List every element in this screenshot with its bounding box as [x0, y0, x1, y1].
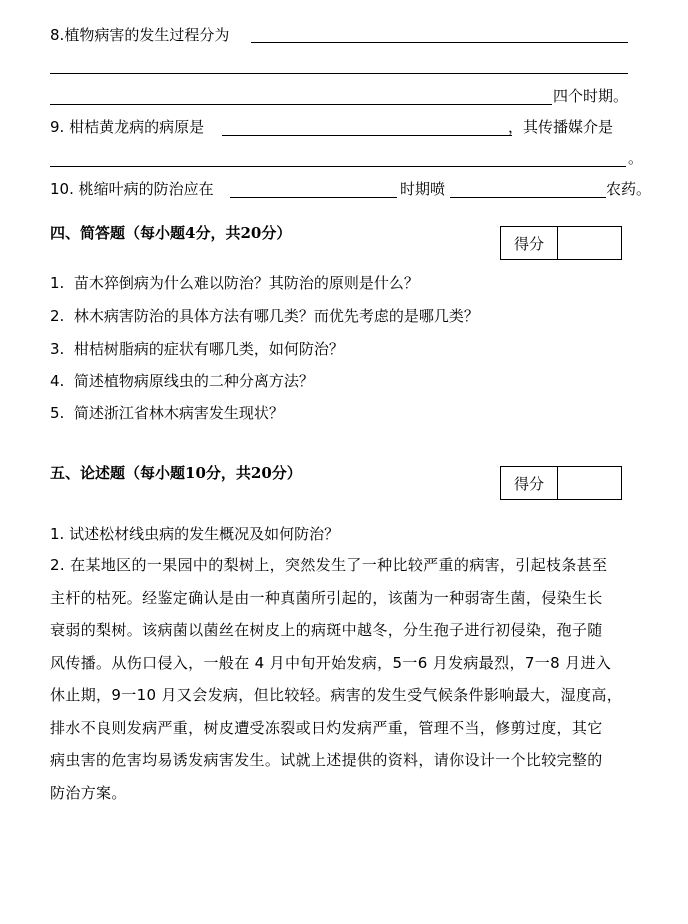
- q10-blank-2[interactable]: [450, 197, 606, 198]
- q9-blank-2[interactable]: [50, 166, 626, 167]
- q2-line-7: [50, 744, 654, 777]
- question-8-tail: 四个时期。: [553, 87, 629, 105]
- q2-line-2-text: 主杆的枯死。经鉴定确认是由一种真菌所引起的，该菌为一种弱寄生菌，侵染生长: [50, 588, 603, 607]
- question-text: 简述浙江省林木病害发生现状？: [73, 404, 284, 422]
- section-5-points: 10: [185, 464, 206, 482]
- section-4-title-mid: 分，共: [195, 224, 241, 242]
- section-4-question-3: [50, 339, 344, 359]
- section-4-total: 20: [240, 224, 262, 242]
- section-5-title: [50, 462, 302, 483]
- section-5-score-label: 得分: [501, 467, 558, 499]
- q2-line-1-text: 2. 在某地区的一果园中的梨树上，突然发生了一种比较严重的病害，引起枝条甚至: [50, 556, 608, 574]
- question-10: [50, 179, 214, 199]
- question-9-tail: 。: [628, 149, 644, 167]
- question-8-text: .植物病害的发生过程分为: [59, 26, 230, 44]
- q2-line-6: [50, 712, 654, 745]
- section-5-title-end: 分）: [271, 464, 302, 482]
- q2-line-7-text: 病虫害的危害均易诱发病害发生。试就上述提供的资料，请你设计一个比较完整的: [50, 751, 603, 769]
- q8-blank-2[interactable]: [50, 73, 628, 74]
- question-number: 5.: [50, 404, 65, 422]
- question-text: 苗木猝倒病为什么难以防治？其防治的原则是什么？: [73, 274, 419, 292]
- question-9-mid: ，其传播媒介是: [508, 118, 614, 136]
- section-4-title-end: 分）: [261, 224, 292, 242]
- q2-line-6-text: 排水不良则发病严重，树皮遭受冻裂或日灼发病严重，管理不当，修剪过度，其它: [50, 718, 603, 737]
- q2-line-5-text: 休止期，9一10 月又会发病，但比较轻。病害的发生受气候条件影响最大，湿度高，: [50, 686, 623, 704]
- section-5-title-mid: 分，共: [205, 464, 251, 482]
- section-4-title-text: 四、简答题（每小题: [50, 224, 186, 242]
- question-9-text: 柑桔黄龙病的病原是: [69, 118, 205, 136]
- q8-blank-3[interactable]: [50, 104, 552, 105]
- question-number: 4.: [50, 372, 65, 390]
- q9-blank-1[interactable]: [222, 135, 512, 136]
- q2-line-4-text: 风传播。从伤口侵入，一般在 4 月中旬开始发病，5一6 月发病最烈，7一8 月进入: [50, 653, 612, 672]
- section-4-score-field[interactable]: [558, 227, 621, 259]
- question-number: 3.: [50, 340, 65, 358]
- section-4-score-box: [500, 226, 622, 260]
- section-4-question-4: [50, 371, 314, 391]
- section-4-title: [50, 222, 291, 243]
- q8-blank-1[interactable]: [251, 42, 628, 43]
- section-5-title-text: 五、论述题（每小题: [50, 464, 186, 482]
- question-8: [50, 25, 229, 45]
- section-5-question-2: [50, 549, 654, 809]
- section-4-question-2: [50, 306, 479, 326]
- section-5-score-field[interactable]: [558, 467, 621, 499]
- q2-line-8-text: 防治方案。: [50, 783, 127, 802]
- question-text: 简述植物病原线虫的二种分离方法？: [73, 372, 314, 390]
- q10-blank-1[interactable]: [230, 197, 397, 198]
- section-5-question-1: 1. 试述松材线虫病的发生概况及如何防治？: [50, 525, 340, 543]
- question-10-mid: 时期喷: [400, 180, 446, 198]
- question-9: [50, 117, 204, 137]
- question-9-number: 9.: [50, 118, 65, 136]
- q2-line-3-text: 衰弱的梨树。该病菌以菌丝在树皮上的病斑中越冬，分生孢子进行初侵染，孢子随: [50, 621, 603, 639]
- question-text: 柑桔树脂病的症状有哪几类，如何防治？: [73, 340, 344, 358]
- question-10-text: 桃缩叶病的防治应在: [78, 180, 214, 198]
- question-number: 1.: [50, 274, 65, 292]
- q2-line-2: [50, 582, 654, 615]
- q2-line-8: [50, 777, 654, 810]
- q2-line-4: [50, 647, 654, 680]
- section-4-score-label: 得分: [501, 227, 558, 259]
- section-4-question-1: [50, 273, 419, 293]
- section-5-total: 20: [250, 464, 272, 482]
- section-4-points: 4: [185, 224, 196, 242]
- question-number: 2.: [50, 307, 65, 325]
- question-8-number: 8: [50, 26, 60, 44]
- section-5-score-box: [500, 466, 622, 500]
- question-10-tail: 农药。: [606, 180, 652, 198]
- section-4-question-5: [50, 403, 284, 423]
- question-10-number: 10.: [50, 180, 74, 198]
- q2-line-3: [50, 614, 654, 647]
- question-text: 林木病害防治的具体方法有哪几类？而优先考虑的是哪几类？: [73, 307, 479, 325]
- q2-line-5: [50, 679, 654, 712]
- q2-line-1: [50, 549, 654, 582]
